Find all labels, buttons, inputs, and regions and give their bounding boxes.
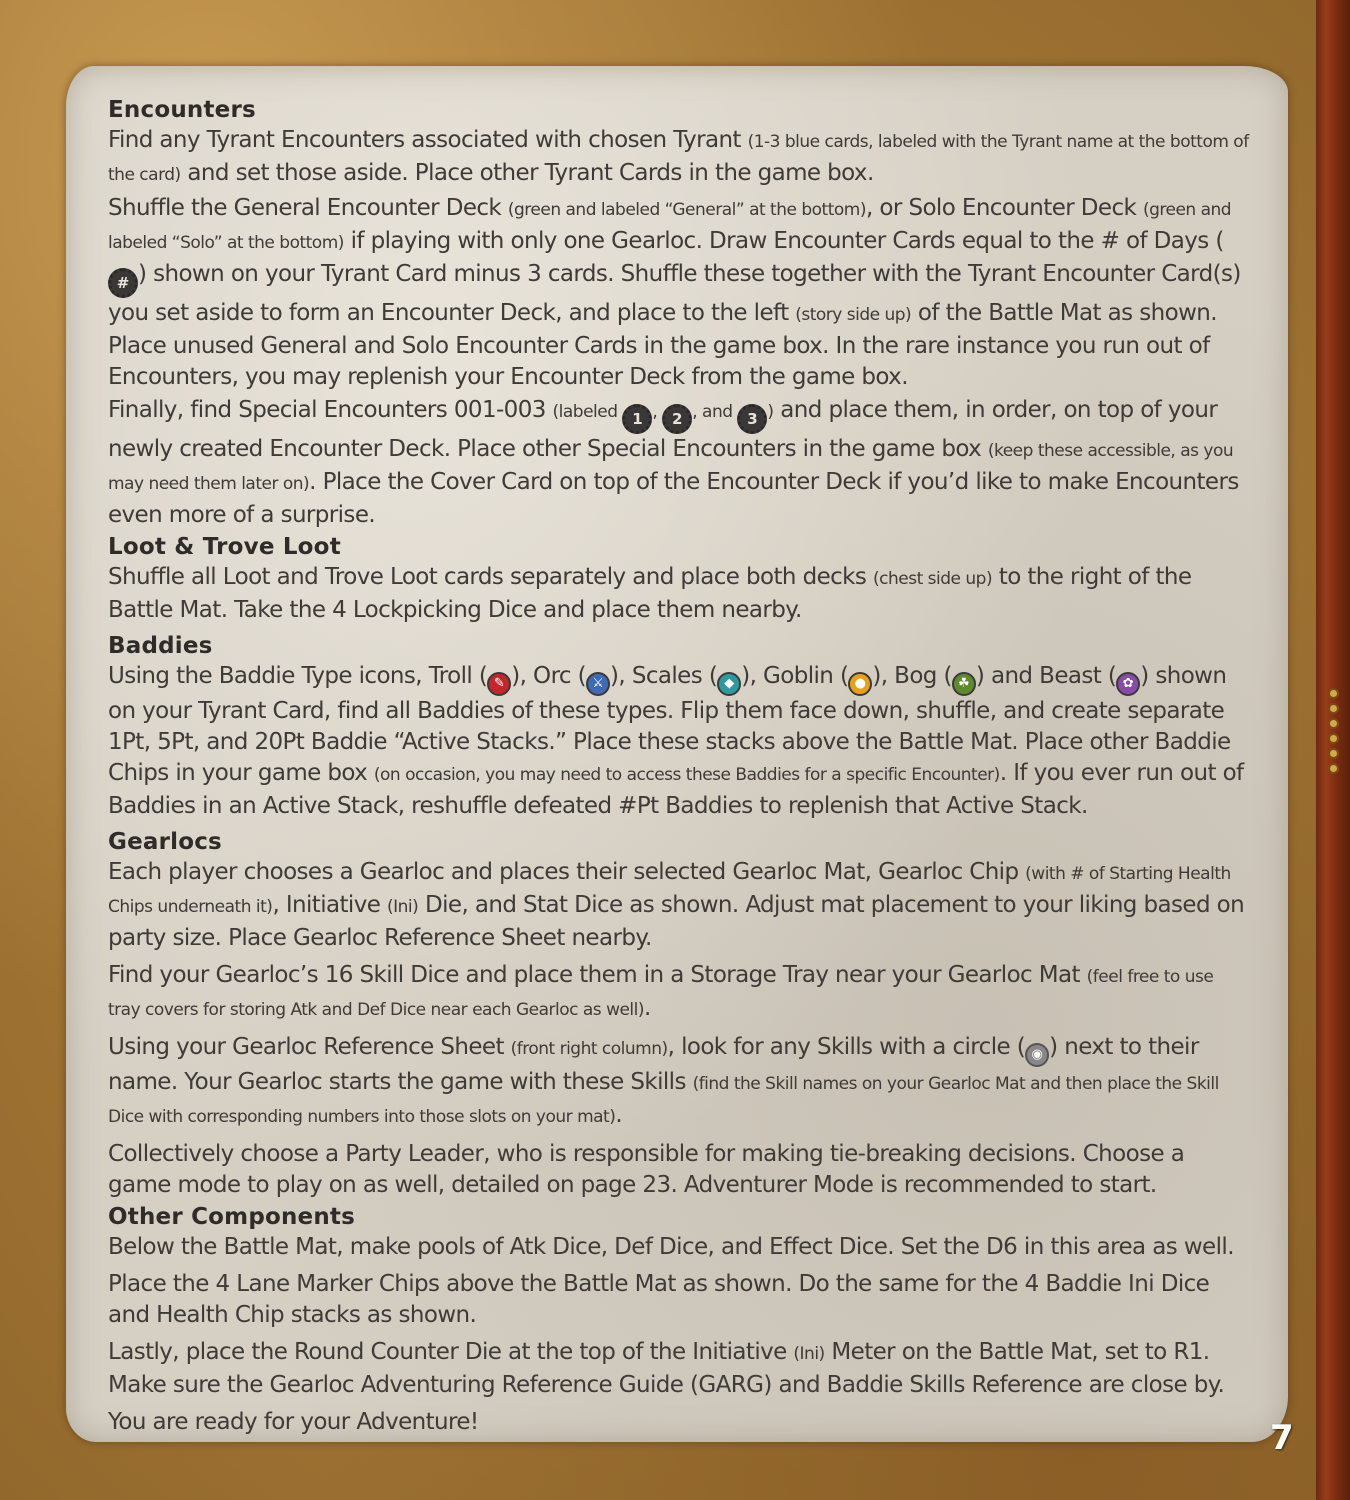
stud-icon: [1328, 718, 1339, 729]
other-paragraph-2: Place the 4 Lane Marker Chips above the Battle Mat as shown. Do the same for the 4 Baddie Ini Dice and Health Chip stacks as shown.: [108, 1271, 1210, 1328]
page-number: 7: [1270, 1418, 1294, 1458]
section-heading-encounters: Encounters: [108, 97, 256, 123]
baddies-paragraph-1: Using the Baddie Type icons, Troll ( ✎ ), Orc ( ⚔ ), Scales ( ◆ ), Goblin ( ● ), Bog ( ☘ ) and Beast ( ✿ ) shown on your Tyrant Card, find all Baddies of these types. Flip them face down, shuffle, and create separate 1Pt, 5Pt, and 20Pt Baddie “Active Stacks.” Place these stacks above the Battle Mat. Place other Baddie Chips in your game box (on occasion, you may need to access these Baddies for a specific Encounter). If you ever run out of Baddies in an Active Stack, reshuffle defeated #Pt Baddies to replenish that Active Stack.: [108, 663, 1244, 819]
circle-skill-icon: ◉: [1025, 1043, 1049, 1067]
stud-icon: [1328, 688, 1339, 699]
stud-icon: [1328, 748, 1339, 759]
section-heading-gearlocs: Gearlocs: [108, 829, 222, 855]
stud-icon: [1328, 763, 1339, 774]
special-encounter-2-icon: 2: [662, 404, 692, 434]
stud-icon: [1328, 733, 1339, 744]
encounters-paragraph-3: Finally, find Special Encounters 001-003 (labeled 1 , 2 , and 3 ) and place them, in order, on top of your newly created Encounter Deck. Place other Special Encounters in the game box (keep these accessible, as you may need them later on). Place the Cover Card on top of the Encounter Deck if you’d like to make Encounters even more of a surprise.: [108, 397, 1239, 528]
gearlocs-paragraph-4: Collectively choose a Party Leader, who is responsible for making tie-breaking decisions. Choose a game mode to play on as well, detailed on page 23. Adventurer Mode is recommended to start.: [108, 1141, 1185, 1198]
other-paragraph-3: Lastly, place the Round Counter Die at the top of the Initiative (Ini) Meter on the Battle Mat, set to R1. Make sure the Gearloc Adventuring Reference Guide (GARG) and Baddie Skills Reference are close by.: [108, 1339, 1225, 1398]
scales-icon: ◆: [717, 672, 741, 696]
gearlocs-paragraph-1: Each player chooses a Gearloc and places their selected Gearloc Mat, Gearloc Chip (with # of Starting Health Chips underneath it), Initiative (Ini) Die, and Stat Dice as shown. Adjust mat placement to your liking based on party size. Place Gearloc Reference Sheet nearby.: [108, 859, 1245, 951]
gearlocs-paragraph-3: Using your Gearloc Reference Sheet (front right column), look for any Skills with a circle ( ◉ ) next to their name. Your Gearloc starts the game with these Skills (find the Skill names on your Gearloc Mat and then place the Skill Dice with corresponding numbers into those slots on your mat).: [108, 1034, 1219, 1128]
goblin-icon: ●: [848, 672, 872, 696]
other-paragraph-4: You are ready for your Adventure!: [108, 1409, 479, 1435]
beast-icon: ✿: [1116, 672, 1140, 696]
gearlocs-paragraph-2: Find your Gearloc’s 16 Skill Dice and place them in a Storage Tray near your Gearloc Mat (feel free to use tray covers for storing Atk and Def Dice near each Gearloc as well).: [108, 962, 1214, 1021]
special-encounter-1-icon: 1: [622, 404, 652, 434]
other-paragraph-1: Below the Battle Mat, make pools of Atk Dice, Def Dice, and Effect Dice. Set the D6 in this area as well.: [108, 1234, 1234, 1260]
section-heading-loot: Loot & Trove Loot: [108, 534, 341, 560]
loot-paragraph-1: Shuffle all Loot and Trove Loot cards separately and place both decks (chest side up) to the right of the Battle Mat. Take the 4 Lockpicking Dice and place them nearby.: [108, 564, 1192, 623]
orc-icon: ⚔: [586, 672, 610, 696]
stud-icon: [1328, 703, 1339, 714]
spine-studs: [1328, 688, 1342, 774]
bog-icon: ☘: [952, 672, 976, 696]
encounters-paragraph-2: Shuffle the General Encounter Deck (green and labeled “General” at the bottom), or Solo Encounter Deck (green and labeled “Solo” at the bottom) if playing with only one Gearloc. Draw Encounter Cards equal to the # of Days (# ) shown on your Tyrant Card minus 3 cards. Shuffle these together with the Tyrant Encounter Card(s) you set aside to form an Encounter Deck, and place to the left (story side up) of the Battle Mat as shown. Place unused General and Solo Encounter Cards in the game box. In the rare instance you run out of Encounters, you may replenish your Encounter Deck from the game box.: [108, 195, 1241, 390]
rules-content: [108, 96, 1250, 1444]
days-gear-icon: #: [108, 268, 138, 298]
section-heading-baddies: Baddies: [108, 633, 213, 659]
book-spine: [1316, 0, 1350, 1500]
section-heading-other-components: Other Components: [108, 1204, 356, 1230]
encounters-paragraph-1: Find any Tyrant Encounters associated with chosen Tyrant (1-3 blue cards, labeled with the Tyrant name at the bottom of the card) and set those aside. Place other Tyrant Cards in the game box.: [108, 127, 1249, 186]
troll-icon: ✎: [487, 672, 511, 696]
special-encounter-3-icon: 3: [737, 404, 767, 434]
